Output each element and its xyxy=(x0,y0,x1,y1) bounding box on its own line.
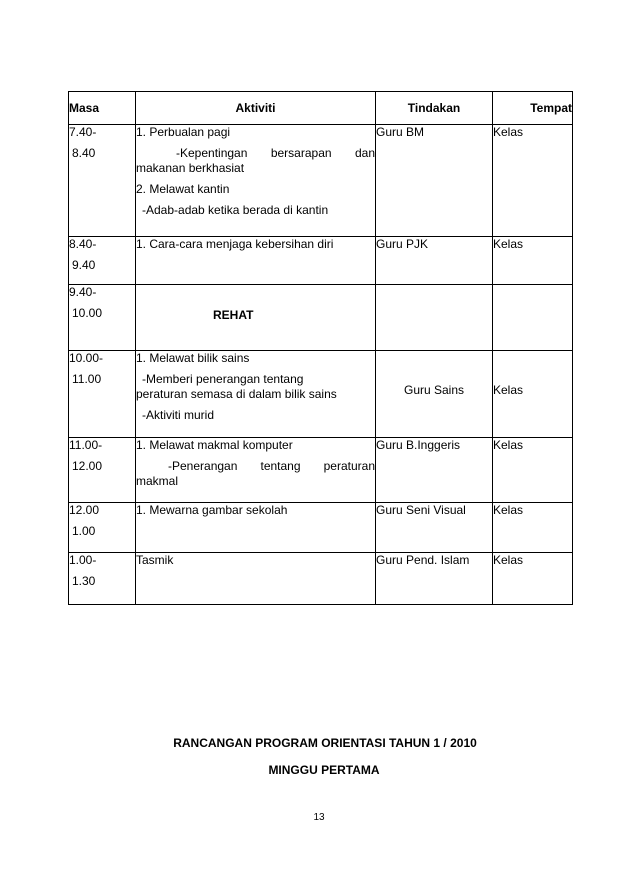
aktiviti-cell xyxy=(136,553,376,605)
aktiviti-cell xyxy=(136,351,376,438)
activity-line: 1. Melawat bilik sains xyxy=(136,351,250,365)
tindakan-cell xyxy=(376,285,493,351)
aktiviti-cell xyxy=(136,438,376,503)
tempat-cell: Kelas xyxy=(493,553,573,605)
tempat-cell: Kelas xyxy=(493,125,573,237)
aktiviti-cell xyxy=(136,503,376,553)
schedule-table xyxy=(68,91,573,605)
time-start: 12.00 xyxy=(69,503,100,517)
header-tindakan: Tindakan xyxy=(376,92,493,125)
activity-line: -Kepentingan bersarapan dan xyxy=(176,146,375,160)
tempat-cell xyxy=(493,285,573,351)
table-row xyxy=(69,125,573,237)
activity-line: peraturan semasa di dalam bilik sains xyxy=(136,387,337,401)
masa-cell xyxy=(69,503,136,553)
activity-line: 1. Cara-cara menjaga kebersihan diri xyxy=(136,237,334,251)
time-end: 10.00 xyxy=(72,306,103,320)
table-row xyxy=(69,503,573,553)
aktiviti-cell xyxy=(136,285,376,351)
header-aktiviti: Aktiviti xyxy=(136,92,376,125)
activity-line: Tasmik xyxy=(136,553,174,567)
time-start: 9.40- xyxy=(69,285,97,299)
activity-line: 1. Melawat makmal komputer xyxy=(136,438,293,452)
activity-line: makmal xyxy=(136,474,179,488)
table-row xyxy=(69,285,573,351)
aktiviti-cell xyxy=(136,237,376,285)
tempat-cell: Kelas xyxy=(493,438,573,503)
header-masa: Masa xyxy=(69,92,136,125)
tindakan-cell: Guru Seni Visual xyxy=(376,503,493,553)
tindakan-cell: Guru B.Inggeris xyxy=(376,438,493,503)
tindakan-cell: Guru PJK xyxy=(376,237,493,285)
time-end: 8.40 xyxy=(72,146,96,160)
masa-cell xyxy=(69,125,136,237)
tindakan-cell: Guru Sains xyxy=(376,351,493,438)
tempat-cell: Kelas xyxy=(493,503,573,553)
time-start: 10.00- xyxy=(69,351,104,365)
masa-cell xyxy=(69,237,136,285)
tindakan-cell: Guru BM xyxy=(376,125,493,237)
activity-line: 1. Perbualan pagi xyxy=(136,125,231,139)
table-header-row xyxy=(69,92,573,125)
masa-cell xyxy=(69,438,136,503)
page-number: 13 xyxy=(313,812,325,823)
activity-line: 1. Mewarna gambar sekolah xyxy=(136,503,288,517)
program-title: RANCANGAN PROGRAM ORIENTASI TAHUN 1 / 2010 xyxy=(173,736,477,750)
table-row xyxy=(69,553,573,605)
table-row xyxy=(69,438,573,503)
activity-line: makanan berkhasiat xyxy=(136,161,245,175)
time-end: 9.40 xyxy=(72,258,96,272)
time-end: 1.30 xyxy=(72,574,96,588)
time-end: 11.00 xyxy=(72,372,102,386)
activity-line: -Aktiviti murid xyxy=(142,408,215,422)
tempat-cell: Kelas xyxy=(493,237,573,285)
activity-line: -Penerangan tentang peraturan xyxy=(168,459,375,473)
tempat-cell: Kelas xyxy=(493,351,573,438)
time-end: 1.00 xyxy=(72,524,96,538)
table-row xyxy=(69,237,573,285)
masa-cell xyxy=(69,351,136,438)
tindakan-cell: Guru Pend. Islam xyxy=(376,553,493,605)
program-subtitle: MINGGU PERTAMA xyxy=(268,763,380,777)
header-tempat: Tempat xyxy=(493,92,573,125)
time-start: 1.00- xyxy=(69,553,97,567)
masa-cell xyxy=(69,285,136,351)
activity-line: -Adab-adab ketika berada di kantin xyxy=(142,203,329,217)
time-start: 8.40- xyxy=(69,237,97,251)
table-row xyxy=(69,351,573,438)
time-start: 7.40- xyxy=(69,125,97,139)
masa-cell xyxy=(69,553,136,605)
time-start: 11.00- xyxy=(69,438,103,452)
activity-line: 2. Melawat kantin xyxy=(136,182,230,196)
time-end: 12.00 xyxy=(72,459,103,473)
activity-line: -Memberi penerangan tentang xyxy=(142,372,304,386)
aktiviti-cell xyxy=(136,125,376,237)
rehat-label: REHAT xyxy=(213,308,254,322)
